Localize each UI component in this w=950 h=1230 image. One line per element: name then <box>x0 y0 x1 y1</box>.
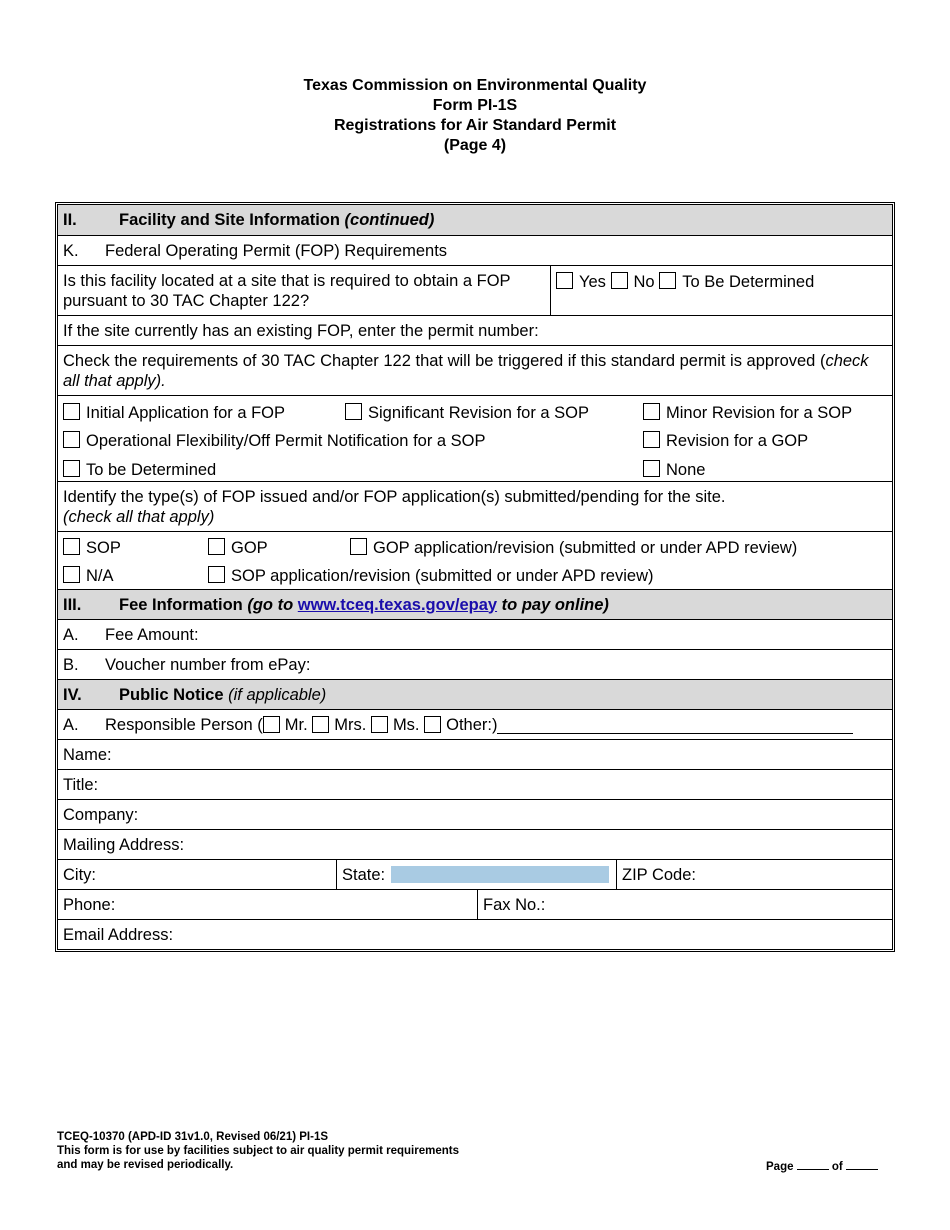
gop-checkbox[interactable] <box>208 538 225 555</box>
operational-checkbox[interactable] <box>63 431 80 448</box>
section-ii-number: II. <box>63 211 77 229</box>
title-label: Title: <box>63 775 99 794</box>
state-cell <box>336 860 616 889</box>
page-label: Page <box>766 1161 794 1173</box>
section-iii-go-to: (go to <box>247 595 294 614</box>
none-checkbox[interactable] <box>643 460 660 477</box>
type-sop[interactable] <box>63 538 121 558</box>
option-revision-gop[interactable] <box>643 431 808 451</box>
epay-link[interactable]: www.tceq.texas.gov/epay <box>297 595 498 614</box>
sop-app-checkbox[interactable] <box>208 566 225 583</box>
identify-row <box>58 481 892 531</box>
fax-label: Fax No.: <box>483 895 546 914</box>
option-tbd[interactable] <box>63 460 216 480</box>
minor-label: Minor Revision for a SOP <box>666 404 853 422</box>
opt-tbd-label: To be Determined <box>86 461 217 479</box>
voucher-label: Voucher number from ePay: <box>105 655 311 674</box>
sop-app-label: SOP application/revision (submitted or under APD review) <box>231 567 654 585</box>
option-significant[interactable] <box>345 403 589 423</box>
gop-label: GOP <box>231 539 268 557</box>
fop-requirements-row <box>58 235 892 265</box>
option-minor[interactable] <box>643 403 852 423</box>
page-indicator: (Page 4) <box>443 137 507 154</box>
revision-gop-label: Revision for a GOP <box>666 432 809 450</box>
email-row[interactable] <box>58 919 892 949</box>
email-label: Email Address: <box>63 925 174 944</box>
fee-amount-label: Fee Amount: <box>105 625 199 644</box>
option-operational[interactable] <box>63 431 486 451</box>
city-state-zip-row <box>58 859 892 889</box>
responsible-label: Responsible Person ( <box>105 715 263 734</box>
footer-form-id: TCEQ-10370 (APD-ID 31v1.0, Revised 06/21) PI-1S <box>57 1131 329 1143</box>
page-number-blank[interactable] <box>797 1158 829 1170</box>
fop-type-block <box>58 531 892 589</box>
section-iii-pay-online: to pay online) <box>501 595 609 614</box>
minor-checkbox[interactable] <box>643 403 660 420</box>
na-checkbox[interactable] <box>63 566 80 583</box>
fee-b-letter: B. <box>63 655 79 674</box>
phone-label: Phone: <box>63 895 116 914</box>
rp-a-letter: A. <box>63 715 79 734</box>
section-iv-title: Public Notice <box>119 685 224 704</box>
form-number: Form PI-1S <box>432 97 518 114</box>
ms-label: Ms. <box>392 715 420 734</box>
page-counter <box>766 1158 878 1173</box>
significant-label: Significant Revision for a SOP <box>368 404 590 422</box>
sop-label: SOP <box>86 539 121 557</box>
initial-checkbox[interactable] <box>63 403 80 420</box>
footer-usage: This form is for use by facilities subject to air quality permit requirements <box>57 1145 459 1157</box>
section-iii-header <box>58 589 892 619</box>
company-label: Company: <box>63 805 139 824</box>
other-label: Other:) <box>446 715 498 734</box>
tbd-label: To Be Determined <box>682 273 815 291</box>
k-letter: K. <box>63 241 79 260</box>
existing-fop-label: If the site currently has an existing FOP, enter the permit number: <box>63 321 539 340</box>
fop-question-row <box>58 265 892 315</box>
phone-cell[interactable] <box>58 890 477 919</box>
type-sop-app[interactable] <box>208 566 653 586</box>
state-field[interactable] <box>391 866 609 883</box>
revision-gop-checkbox[interactable] <box>643 431 660 448</box>
section-iv-number: IV. <box>63 685 82 704</box>
company-row[interactable] <box>58 799 892 829</box>
yes-checkbox[interactable] <box>556 272 573 289</box>
mrs-checkbox[interactable] <box>312 716 329 733</box>
footer-revision: and may be revised periodically. <box>57 1159 234 1171</box>
gop-app-checkbox[interactable] <box>350 538 367 555</box>
city-cell[interactable] <box>58 860 336 889</box>
operational-label: Operational Flexibility/Off Permit Notification for a SOP <box>86 432 486 450</box>
page-total-blank[interactable] <box>846 1158 878 1170</box>
title-row[interactable] <box>58 769 892 799</box>
opt-tbd-checkbox[interactable] <box>63 460 80 477</box>
na-label: N/A <box>86 567 114 585</box>
identify-text: Identify the type(s) of FOP issued and/or FOP application(s) submitted/pending for the site. <box>63 488 726 506</box>
option-none[interactable] <box>643 460 705 480</box>
agency-name: Texas Commission on Environmental Quality <box>303 77 647 94</box>
mrs-label: Mrs. <box>334 715 367 734</box>
form-table <box>55 202 895 952</box>
voucher-row[interactable] <box>58 649 892 679</box>
initial-label: Initial Application for a FOP <box>86 404 286 422</box>
mr-checkbox[interactable] <box>263 716 280 733</box>
section-iii-title: Fee Information <box>119 595 243 614</box>
type-na[interactable] <box>63 566 114 586</box>
fax-cell[interactable] <box>477 890 892 919</box>
yes-label: Yes <box>579 273 606 291</box>
fee-a-letter: A. <box>63 625 79 644</box>
check-requirements-text: Check the requirements of 30 TAC Chapter 122 that will be triggered if this standard permit is approved ( <box>63 352 826 370</box>
check-requirements-italic: check all that apply). <box>63 352 869 390</box>
type-gop-app[interactable] <box>350 538 797 558</box>
section-ii-header <box>58 205 892 235</box>
no-label: No <box>633 273 655 291</box>
name-label: Name: <box>63 745 112 764</box>
existing-fop-row[interactable] <box>58 315 892 345</box>
section-ii-suffix: (continued) <box>344 211 435 229</box>
ms-checkbox[interactable] <box>371 716 388 733</box>
section-iv-suffix: (if applicable) <box>228 685 327 704</box>
phone-fax-row <box>58 889 892 919</box>
mailing-label: Mailing Address: <box>63 835 185 854</box>
name-row[interactable] <box>58 739 892 769</box>
sop-checkbox[interactable] <box>63 538 80 555</box>
mr-label: Mr. <box>284 715 308 734</box>
section-iii-number: III. <box>63 595 82 614</box>
responsible-person-row <box>58 709 892 739</box>
significant-checkbox[interactable] <box>345 403 362 420</box>
tbd-checkbox[interactable] <box>659 272 676 289</box>
identify-italic: (check all that apply) <box>63 508 215 526</box>
other-checkbox[interactable] <box>424 716 441 733</box>
gop-app-label: GOP application/revision (submitted or under APD review) <box>373 539 798 557</box>
footer-notes <box>57 1130 459 1172</box>
check-requirements-row <box>58 345 892 395</box>
state-label: State: <box>342 865 386 884</box>
fop-requirements-title: Federal Operating Permit (FOP) Requirements <box>105 241 448 260</box>
zip-cell[interactable] <box>616 860 892 889</box>
zip-label: ZIP Code: <box>622 865 696 884</box>
form-header <box>0 76 950 156</box>
mailing-row[interactable] <box>58 829 892 859</box>
option-initial[interactable] <box>63 403 285 423</box>
of-label: of <box>831 1161 843 1173</box>
fop-question: Is this facility located at a site that is required to obtain a FOP pursuant to 30 TAC Chapter 122? <box>63 271 511 310</box>
form-title: Registrations for Air Standard Permit <box>333 117 617 134</box>
section-ii-title: Facility and Site Information <box>119 211 340 229</box>
type-gop[interactable] <box>208 538 268 558</box>
no-checkbox[interactable] <box>611 272 628 289</box>
none-label: None <box>666 461 706 479</box>
fee-amount-row[interactable] <box>58 619 892 649</box>
city-label: City: <box>63 865 96 884</box>
fop-answer-group <box>550 266 892 315</box>
other-underline[interactable] <box>497 715 853 734</box>
section-iv-header <box>58 679 892 709</box>
fop-options-block <box>58 395 892 481</box>
